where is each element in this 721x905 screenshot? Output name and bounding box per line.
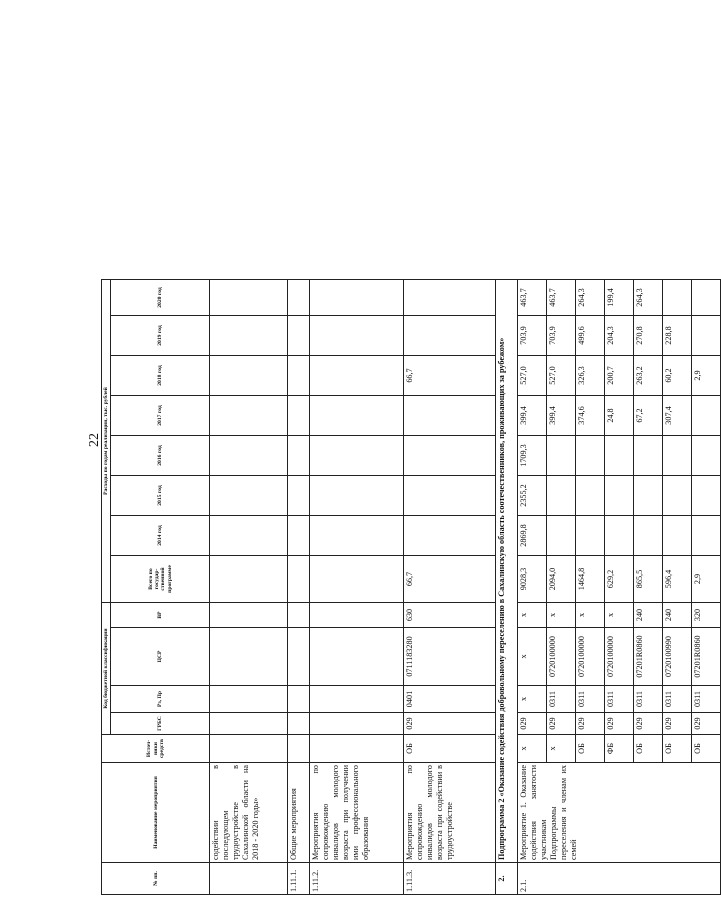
section-title: Подпрограмма 2 «Оказание содействия добровольному переселению в Сахалинскую область соотечественников, проживающих за рубежом» — [496, 280, 518, 863]
cell-vr: 630 — [404, 603, 496, 628]
cell-y2017 — [692, 396, 721, 436]
cell-y2019: 270,8 — [634, 316, 663, 356]
header-total: Всего по государ-ственной программе — [111, 556, 210, 603]
cell-y2017: 399,4 — [518, 396, 547, 436]
cell-y2016 — [404, 436, 496, 476]
cell-csr: х — [518, 628, 547, 686]
cell-src: ФБ — [605, 735, 634, 763]
cell-total — [210, 556, 288, 603]
cell-src: х — [518, 735, 547, 763]
header-year-2018: 2018 год — [111, 356, 210, 396]
cell-y2016 — [663, 436, 692, 476]
header-year-2016: 2016 год — [111, 436, 210, 476]
cell-y2015: 2355,2 — [518, 476, 547, 516]
cell-y2019 — [692, 316, 721, 356]
cell-y2016 — [576, 436, 605, 476]
cell-csr: 0720100000 — [576, 628, 605, 686]
cell-y2017 — [288, 396, 310, 436]
row-name: Мероприятия по сопровождению инвалидов молодого возраста при получении ими профессионального образования — [310, 763, 404, 863]
table-row — [310, 280, 404, 895]
cell-grbs: 029 — [404, 713, 496, 735]
cell-csr: 0711183280 — [404, 628, 496, 686]
page-number: 22 — [87, 433, 102, 447]
cell-y2014 — [663, 516, 692, 556]
cell-y2014: 2869,8 — [518, 516, 547, 556]
cell-src: х — [547, 735, 576, 763]
cell-vr: х — [518, 603, 547, 628]
header-year-2017: 2017 год — [111, 396, 210, 436]
cell-y2014 — [210, 516, 288, 556]
row-name: Общие мероприятия — [288, 763, 310, 863]
section-number: 2. — [496, 863, 518, 895]
header-budget-class: Код бюджетной классификации — [102, 603, 111, 735]
cell-y2018: 66,7 — [404, 356, 496, 396]
cell-grbs — [310, 713, 404, 735]
cell-rzpr: 0311 — [605, 686, 634, 713]
table-row — [404, 280, 496, 895]
cell-y2020: 463,7 — [518, 280, 547, 316]
cell-y2019: 228,8 — [663, 316, 692, 356]
cell-y2016 — [692, 436, 721, 476]
cell-y2019 — [404, 316, 496, 356]
cell-csr: 07201R0860 — [692, 628, 721, 686]
header-no: № пп. — [102, 863, 210, 895]
cell-y2016 — [288, 436, 310, 476]
cell-y2018: 60,2 — [663, 356, 692, 396]
cell-y2018: 527,0 — [518, 356, 547, 396]
cell-y2017: 307,4 — [663, 396, 692, 436]
cell-rzpr: 0311 — [692, 686, 721, 713]
cell-total — [288, 556, 310, 603]
cell-y2016 — [310, 436, 404, 476]
cell-y2018: 263,2 — [634, 356, 663, 396]
budget-table — [101, 279, 721, 895]
cell-y2017: 24,8 — [605, 396, 634, 436]
cell-y2016: 1709,3 — [518, 436, 547, 476]
cell-csr — [210, 628, 288, 686]
cell-csr — [288, 628, 310, 686]
header-year-2015: 2015 год — [111, 476, 210, 516]
header-rzpr: Рз, Пр — [111, 686, 210, 713]
cell-rzpr — [310, 686, 404, 713]
cell-total: 9028,3 — [518, 556, 547, 603]
cell-vr — [310, 603, 404, 628]
row-number: 1.11.1. — [288, 863, 310, 895]
cell-src: ОБ — [404, 735, 496, 763]
cell-y2020: 463,7 — [547, 280, 576, 316]
header-csr: ЦСР — [111, 628, 210, 686]
cell-y2020 — [288, 280, 310, 316]
cell-y2019: 204,3 — [605, 316, 634, 356]
header-row-1 — [102, 280, 111, 895]
row-number: 1.11.2. — [310, 863, 404, 895]
cell-vr — [288, 603, 310, 628]
cell-rzpr: 0311 — [634, 686, 663, 713]
cell-vr — [210, 603, 288, 628]
cell-y2017: 374,6 — [576, 396, 605, 436]
cell-y2016 — [634, 436, 663, 476]
cell-csr: 07201R0860 — [634, 628, 663, 686]
cell-total: 629,2 — [605, 556, 634, 603]
cell-vr: 240 — [634, 603, 663, 628]
cell-y2020 — [210, 280, 288, 316]
cell-y2017 — [210, 396, 288, 436]
cell-y2016 — [605, 436, 634, 476]
cell-y2018: 200,7 — [605, 356, 634, 396]
cell-src — [210, 735, 288, 763]
table-body — [102, 280, 721, 895]
cell-rzpr: х — [518, 686, 547, 713]
cell-y2020 — [663, 280, 692, 316]
row-name: Мероприятия по сопровождению инвалидов молодого возраста при содействии в трудоустройстве — [404, 763, 496, 863]
cell-y2015 — [404, 476, 496, 516]
header-source: Источ-ники средств — [102, 735, 210, 763]
cell-src — [310, 735, 404, 763]
cell-y2017: 399,4 — [547, 396, 576, 436]
cell-grbs: 029 — [547, 713, 576, 735]
cell-y2019: 703,9 — [518, 316, 547, 356]
cell-total — [310, 556, 404, 603]
cell-grbs: 029 — [605, 713, 634, 735]
cell-y2015 — [663, 476, 692, 516]
cell-y2015 — [210, 476, 288, 516]
cell-y2020: 199,4 — [605, 280, 634, 316]
row-number — [210, 863, 288, 895]
cell-y2014 — [605, 516, 634, 556]
cell-y2018: 527,0 — [547, 356, 576, 396]
cell-total: 66,7 — [404, 556, 496, 603]
cell-total: 2,9 — [692, 556, 721, 603]
cell-src — [288, 735, 310, 763]
header-grbs: ГРБС — [111, 713, 210, 735]
cell-y2014 — [310, 516, 404, 556]
cell-csr: 0720100000 — [547, 628, 576, 686]
cell-y2016 — [547, 436, 576, 476]
cell-csr — [310, 628, 404, 686]
cell-y2019: 703,9 — [547, 316, 576, 356]
cell-y2015 — [605, 476, 634, 516]
header-name: Наименование мероприятия — [102, 763, 210, 863]
cell-grbs — [288, 713, 310, 735]
cell-src: ОБ — [634, 735, 663, 763]
section-row — [496, 280, 518, 895]
cell-y2020 — [404, 280, 496, 316]
cell-grbs: 029 — [692, 713, 721, 735]
cell-grbs: 029 — [518, 713, 547, 735]
cell-csr: 0720100000 — [605, 628, 634, 686]
row-number: 1.11.3. — [404, 863, 496, 895]
cell-y2016 — [210, 436, 288, 476]
cell-y2015 — [634, 476, 663, 516]
cell-total: 2094,0 — [547, 556, 576, 603]
cell-csr: 0720100990 — [663, 628, 692, 686]
cell-y2019 — [310, 316, 404, 356]
cell-y2014 — [404, 516, 496, 556]
cell-y2019 — [288, 316, 310, 356]
cell-y2014 — [547, 516, 576, 556]
header-year-2020: 2020 год — [111, 280, 210, 316]
header-year-2019: 2019 год — [111, 316, 210, 356]
cell-y2018 — [288, 356, 310, 396]
cell-rzpr: 0311 — [663, 686, 692, 713]
cell-y2014 — [634, 516, 663, 556]
cell-rzpr — [288, 686, 310, 713]
cell-y2020 — [310, 280, 404, 316]
cell-y2015 — [576, 476, 605, 516]
cell-y2018 — [210, 356, 288, 396]
cell-total: 1464,8 — [576, 556, 605, 603]
cell-y2019: 499,6 — [576, 316, 605, 356]
cell-vr: 240 — [663, 603, 692, 628]
header-expenses: Расходы по годам реализации, тыс. рублей — [102, 280, 111, 603]
cell-vr: х — [547, 603, 576, 628]
cell-src: ОБ — [576, 735, 605, 763]
cell-rzpr: 0311 — [547, 686, 576, 713]
cell-y2014 — [692, 516, 721, 556]
cell-y2014 — [288, 516, 310, 556]
cell-y2014 — [576, 516, 605, 556]
cell-y2017: 67,2 — [634, 396, 663, 436]
cell-y2018: 326,3 — [576, 356, 605, 396]
cell-vr: 320 — [692, 603, 721, 628]
row-number: 2.1. — [518, 863, 721, 895]
cell-total: 865,5 — [634, 556, 663, 603]
cell-y2018: 2,9 — [692, 356, 721, 396]
cell-grbs: 029 — [663, 713, 692, 735]
cell-src: ОБ — [692, 735, 721, 763]
cell-grbs: 029 — [634, 713, 663, 735]
cell-y2015 — [288, 476, 310, 516]
cell-y2020: 264,3 — [576, 280, 605, 316]
cell-src: ОБ — [663, 735, 692, 763]
cell-total: 596,4 — [663, 556, 692, 603]
cell-y2015 — [547, 476, 576, 516]
cell-y2017 — [310, 396, 404, 436]
cell-grbs: 029 — [576, 713, 605, 735]
row-name: Мероприятие 1. Оказание содействия занятости участникам Подпрограммы переселения и членам их семей — [518, 763, 721, 863]
cell-y2020 — [692, 280, 721, 316]
cell-y2017 — [404, 396, 496, 436]
cell-y2020: 264,3 — [634, 280, 663, 316]
cell-y2015 — [692, 476, 721, 516]
cell-vr: х — [576, 603, 605, 628]
cell-rzpr — [210, 686, 288, 713]
cell-vr: х — [605, 603, 634, 628]
table-row — [518, 280, 547, 895]
cell-y2018 — [310, 356, 404, 396]
cell-rzpr: 0401 — [404, 686, 496, 713]
cell-grbs — [210, 713, 288, 735]
table-row — [210, 280, 288, 895]
header-vr: ВР — [111, 603, 210, 628]
cell-rzpr: 0311 — [576, 686, 605, 713]
cell-y2019 — [210, 316, 288, 356]
row-name: содействии в последующем трудоустройстве в Сахалинской области на 2018 - 2020 годы» — [210, 763, 288, 863]
table-row — [288, 280, 310, 895]
header-year-2014: 2014 год — [111, 516, 210, 556]
cell-y2015 — [310, 476, 404, 516]
